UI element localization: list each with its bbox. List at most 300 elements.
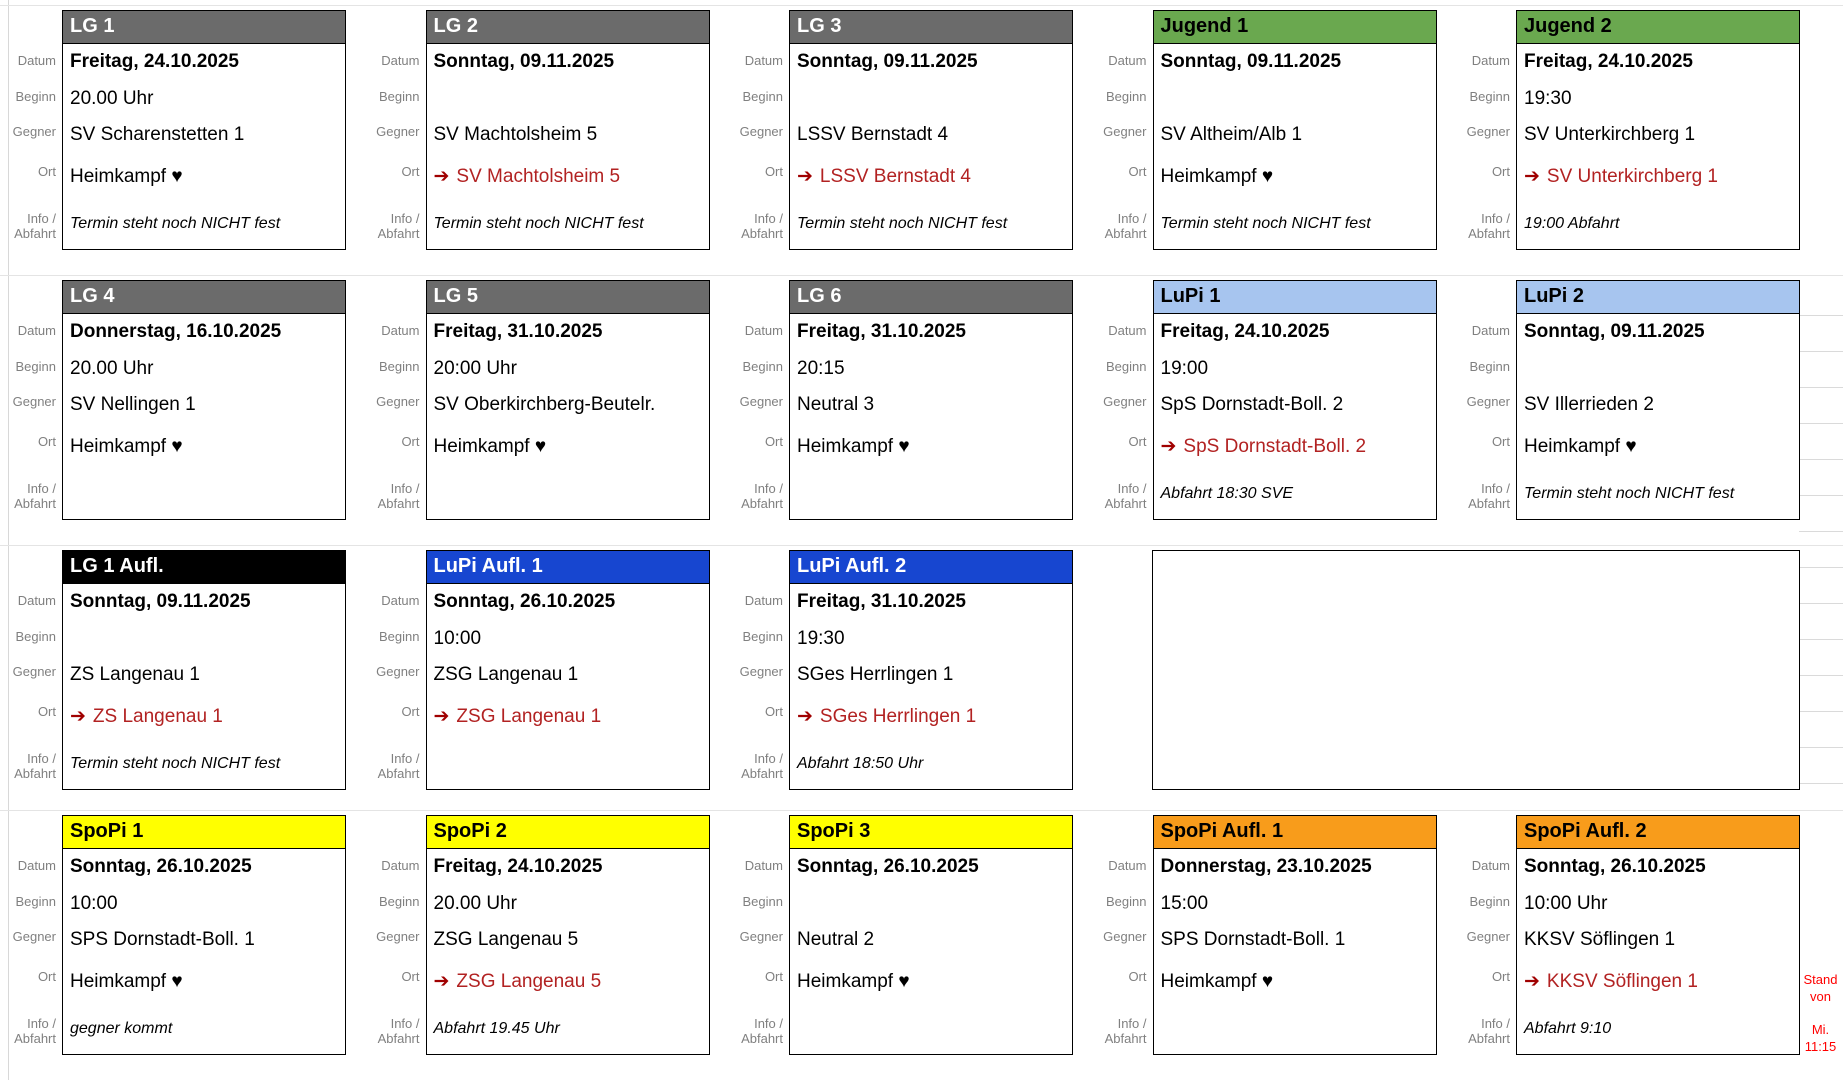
label-info-line2: Abfahrt bbox=[14, 226, 56, 242]
label-info-abfahrt bbox=[368, 734, 426, 790]
card-gegner-value: KKSV Söflingen 1 bbox=[1524, 929, 1676, 951]
card-datum-value: Sonntag, 09.11.2025 bbox=[797, 51, 978, 73]
card-title-text: LuPi Aufl. 1 bbox=[433, 555, 543, 578]
match-card-box bbox=[62, 815, 346, 1055]
row-label-gutter bbox=[731, 10, 789, 250]
label-ort: Ort bbox=[401, 434, 420, 450]
card-ort-value bbox=[790, 424, 1072, 470]
away-arrow-icon: ➔ bbox=[1524, 166, 1540, 188]
card-title bbox=[63, 11, 345, 44]
match-card bbox=[368, 10, 710, 250]
label-info-line2: Abfahrt bbox=[14, 1031, 56, 1047]
label-info-abfahrt bbox=[368, 194, 426, 250]
label-ort: Ort bbox=[37, 969, 56, 985]
label-info-line2: Abfahrt bbox=[1104, 496, 1147, 512]
label-datum: Datum bbox=[381, 53, 420, 69]
card-ort-value bbox=[427, 694, 709, 740]
label-info-abfahrt bbox=[4, 464, 62, 520]
card-beginn-value: 19:00 bbox=[1160, 357, 1209, 379]
card-title bbox=[427, 11, 709, 44]
card-beginn-value: 20:15 bbox=[797, 357, 845, 379]
label-info-line1: Info / bbox=[27, 480, 56, 496]
match-card bbox=[4, 10, 346, 250]
label-info-abfahrt bbox=[4, 194, 62, 250]
card-info-value bbox=[1154, 1004, 1436, 1054]
card-title bbox=[427, 551, 709, 584]
label-info-line1: Info / bbox=[1117, 1015, 1147, 1031]
label-info-line2: Abfahrt bbox=[377, 1031, 420, 1047]
label-info-abfahrt bbox=[368, 464, 426, 520]
card-beginn-value bbox=[427, 80, 709, 117]
match-card bbox=[368, 550, 710, 790]
card-title-text: Jugend 2 bbox=[1524, 15, 1612, 38]
card-ort-value bbox=[63, 424, 345, 470]
card-title-text: LG 5 bbox=[433, 285, 478, 308]
label-beginn: Beginn bbox=[742, 358, 783, 374]
card-title bbox=[63, 551, 345, 584]
card-title bbox=[1154, 281, 1436, 314]
match-card-box bbox=[789, 550, 1073, 790]
card-ort-value bbox=[790, 154, 1072, 200]
card-info-value: Termin steht noch NICHT fest bbox=[70, 215, 281, 233]
card-datum-value: Sonntag, 26.10.2025 bbox=[797, 856, 979, 878]
match-card bbox=[4, 550, 346, 790]
label-ort: Ort bbox=[1491, 969, 1510, 985]
card-title bbox=[427, 281, 709, 314]
card-datum-value: Sonntag, 09.11.2025 bbox=[433, 51, 615, 73]
label-ort: Ort bbox=[1128, 434, 1147, 450]
card-ort-value bbox=[790, 959, 1072, 1005]
card-info-value bbox=[427, 739, 709, 789]
card-gegner-value: LSSV Bernstadt 4 bbox=[797, 124, 949, 146]
label-datum: Datum bbox=[17, 593, 56, 609]
card-ort-value bbox=[1154, 424, 1436, 470]
card-ort-value bbox=[427, 959, 709, 1005]
away-arrow-icon: ➔ bbox=[433, 166, 450, 188]
label-gegner: Gegner bbox=[1103, 124, 1147, 140]
card-beginn-value bbox=[790, 80, 1072, 117]
card-title bbox=[427, 816, 709, 849]
card-ort-text: Heimkampf ♥ bbox=[1160, 970, 1274, 992]
match-card-box bbox=[426, 10, 710, 250]
card-info-value: Termin steht noch NICHT fest bbox=[70, 755, 281, 773]
match-card-box bbox=[1516, 280, 1800, 520]
card-info-value: Termin steht noch NICHT fest bbox=[433, 215, 644, 233]
label-info-line2: Abfahrt bbox=[377, 496, 420, 512]
label-info-line2: Abfahrt bbox=[741, 766, 783, 782]
match-card bbox=[1458, 10, 1800, 250]
card-title-text: LG 6 bbox=[797, 285, 842, 308]
label-ort: Ort bbox=[764, 969, 783, 985]
card-title-text: LG 4 bbox=[70, 285, 115, 308]
row-label-gutter bbox=[731, 550, 789, 790]
label-gegner: Gegner bbox=[376, 124, 420, 140]
label-info-abfahrt bbox=[731, 999, 789, 1055]
label-gegner: Gegner bbox=[12, 124, 56, 140]
label-ort: Ort bbox=[1491, 164, 1510, 180]
row-label-gutter bbox=[4, 10, 62, 250]
card-ort-text: KKSV Söflingen 1 bbox=[1546, 970, 1698, 992]
card-beginn-value: 19:30 bbox=[1524, 87, 1572, 109]
spreadsheet-gridline-horizontal bbox=[0, 545, 1843, 546]
card-datum-value: Sonntag, 26.10.2025 bbox=[70, 856, 252, 878]
label-beginn: Beginn bbox=[379, 893, 420, 909]
card-gegner-value: SV Machtolsheim 5 bbox=[433, 124, 598, 146]
label-info-line1: Info / bbox=[754, 210, 783, 226]
label-info-line2: Abfahrt bbox=[377, 766, 420, 782]
row-label-gutter bbox=[4, 550, 62, 790]
label-ort: Ort bbox=[764, 434, 783, 450]
card-ort-text: ZSG Langenau 1 bbox=[456, 705, 602, 727]
label-info-line1: Info / bbox=[27, 1015, 56, 1031]
stand-note bbox=[1798, 972, 1843, 1056]
row-label-gutter bbox=[368, 280, 426, 520]
label-ort: Ort bbox=[37, 704, 56, 720]
label-datum: Datum bbox=[744, 323, 783, 339]
match-card bbox=[731, 10, 1073, 250]
label-gegner: Gegner bbox=[12, 394, 56, 410]
label-info-line1: Info / bbox=[390, 750, 420, 766]
card-title bbox=[1517, 11, 1799, 44]
card-beginn-value: 10:00 bbox=[433, 627, 482, 649]
card-gegner-value: SpS Dornstadt-Boll. 2 bbox=[1160, 394, 1344, 416]
away-arrow-icon: ➔ bbox=[1160, 436, 1177, 458]
label-beginn: Beginn bbox=[379, 88, 420, 104]
card-info-value: Abfahrt 18:50 Uhr bbox=[797, 755, 924, 773]
card-gegner-value: SPS Dornstadt-Boll. 1 bbox=[1160, 929, 1346, 951]
match-card-box bbox=[789, 815, 1073, 1055]
match-card-box bbox=[1153, 280, 1437, 520]
away-arrow-icon: ➔ bbox=[433, 971, 450, 993]
label-info-line2: Abfahrt bbox=[377, 226, 420, 242]
label-info-abfahrt bbox=[368, 999, 426, 1055]
label-info-abfahrt bbox=[1458, 999, 1516, 1055]
label-gegner: Gegner bbox=[376, 929, 420, 945]
label-info-line2: Abfahrt bbox=[14, 766, 56, 782]
card-datum-value: Freitag, 24.10.2025 bbox=[70, 51, 239, 73]
card-ort-value bbox=[63, 154, 345, 200]
card-beginn-value: 20.00 Uhr bbox=[70, 357, 154, 379]
label-info-abfahrt bbox=[1095, 194, 1153, 250]
card-gegner-value: SGes Herrlingen 1 bbox=[797, 664, 954, 686]
card-datum-value: Freitag, 24.10.2025 bbox=[433, 856, 603, 878]
card-ort-text: Heimkampf ♥ bbox=[797, 970, 910, 992]
label-info-line2: Abfahrt bbox=[14, 496, 56, 512]
away-arrow-icon: ➔ bbox=[1524, 971, 1540, 993]
card-datum-value: Sonntag, 09.11.2025 bbox=[1524, 321, 1705, 343]
away-arrow-icon: ➔ bbox=[70, 706, 86, 728]
match-card-box bbox=[62, 10, 346, 250]
label-datum: Datum bbox=[1108, 323, 1147, 339]
label-info-abfahrt bbox=[731, 464, 789, 520]
label-gegner: Gegner bbox=[1103, 394, 1147, 410]
match-card bbox=[731, 815, 1073, 1055]
card-title-text: LG 1 bbox=[70, 15, 115, 38]
card-datum-value: Sonntag, 26.10.2025 bbox=[1524, 856, 1706, 878]
card-title bbox=[790, 551, 1072, 584]
card-datum-value: Freitag, 31.10.2025 bbox=[797, 321, 966, 343]
label-gegner: Gegner bbox=[739, 124, 783, 140]
card-ort-value bbox=[1517, 424, 1799, 470]
match-card bbox=[1458, 280, 1800, 520]
card-title-text: LuPi 2 bbox=[1524, 285, 1585, 308]
label-info-line2: Abfahrt bbox=[1104, 226, 1147, 242]
label-gegner: Gegner bbox=[739, 394, 783, 410]
label-ort: Ort bbox=[37, 164, 56, 180]
card-info-value: 19:00 Abfahrt bbox=[1524, 215, 1620, 233]
card-info-value: gegner kommt bbox=[70, 1020, 173, 1038]
label-info-line2: Abfahrt bbox=[741, 496, 783, 512]
card-gegner-value: SV Scharenstetten 1 bbox=[70, 124, 245, 146]
label-datum: Datum bbox=[744, 858, 783, 874]
label-info-line1: Info / bbox=[754, 1015, 783, 1031]
card-ort-value bbox=[427, 154, 709, 200]
label-info-line1: Info / bbox=[390, 1015, 420, 1031]
card-info-value bbox=[790, 469, 1072, 519]
row-label-gutter bbox=[368, 815, 426, 1055]
card-beginn-value: 20.00 Uhr bbox=[433, 892, 517, 914]
label-ort: Ort bbox=[401, 704, 420, 720]
card-gegner-value: ZS Langenau 1 bbox=[70, 664, 200, 686]
label-info-line1: Info / bbox=[390, 480, 420, 496]
card-title bbox=[1517, 816, 1799, 849]
card-ort-text: SV Unterkirchberg 1 bbox=[1546, 165, 1718, 187]
label-ort: Ort bbox=[1128, 164, 1147, 180]
label-info-line1: Info / bbox=[754, 750, 783, 766]
card-datum-value: Donnerstag, 16.10.2025 bbox=[70, 321, 282, 343]
card-info-value: Termin steht noch NICHT fest bbox=[1524, 485, 1735, 503]
card-title bbox=[790, 281, 1072, 314]
label-info-abfahrt bbox=[731, 734, 789, 790]
card-gegner-value: SPS Dornstadt-Boll. 1 bbox=[70, 929, 255, 951]
card-datum-value: Freitag, 24.10.2025 bbox=[1160, 321, 1330, 343]
label-datum: Datum bbox=[17, 53, 56, 69]
match-card-box bbox=[1516, 815, 1800, 1055]
card-info-value: Termin steht noch NICHT fest bbox=[797, 215, 1008, 233]
match-card-box bbox=[1153, 815, 1437, 1055]
label-beginn: Beginn bbox=[15, 358, 56, 374]
match-card-box bbox=[426, 815, 710, 1055]
card-ort-text: Heimkampf ♥ bbox=[797, 435, 910, 457]
card-gegner-value: Neutral 2 bbox=[797, 929, 875, 951]
label-info-abfahrt bbox=[4, 999, 62, 1055]
card-beginn-value: 15:00 bbox=[1160, 892, 1209, 914]
label-beginn: Beginn bbox=[742, 893, 783, 909]
match-card bbox=[1095, 10, 1437, 250]
match-card bbox=[368, 280, 710, 520]
match-card bbox=[4, 815, 346, 1055]
row-label-gutter bbox=[368, 550, 426, 790]
card-ort-text: Heimkampf ♥ bbox=[1160, 165, 1274, 187]
card-title-text: SpoPi Aufl. 1 bbox=[1160, 820, 1284, 843]
label-info-line1: Info / bbox=[1481, 210, 1510, 226]
label-beginn: Beginn bbox=[742, 628, 783, 644]
label-datum: Datum bbox=[381, 323, 420, 339]
card-datum-value: Sonntag, 09.11.2025 bbox=[70, 591, 251, 613]
card-ort-text: ZSG Langenau 5 bbox=[456, 970, 602, 992]
spreadsheet-gridline-horizontal bbox=[0, 810, 1843, 811]
card-gegner-value: SV Oberkirchberg-Beutelr. bbox=[433, 394, 656, 416]
card-beginn-value bbox=[1154, 80, 1436, 117]
match-card bbox=[1095, 815, 1437, 1055]
row-label-gutter bbox=[1095, 280, 1153, 520]
card-datum-value: Donnerstag, 23.10.2025 bbox=[1160, 856, 1372, 878]
card-gegner-value: ZSG Langenau 5 bbox=[433, 929, 579, 951]
label-beginn: Beginn bbox=[1469, 88, 1510, 104]
spreadsheet-gridline-ticks bbox=[1799, 280, 1843, 792]
label-info-abfahrt bbox=[731, 194, 789, 250]
card-title-text: SpoPi Aufl. 2 bbox=[1524, 820, 1647, 843]
match-card-box bbox=[62, 550, 346, 790]
label-datum: Datum bbox=[1108, 53, 1147, 69]
card-ort-text: Heimkampf ♥ bbox=[433, 435, 547, 457]
card-gegner-value: Neutral 3 bbox=[797, 394, 875, 416]
card-ort-value bbox=[63, 959, 345, 1005]
label-gegner: Gegner bbox=[1103, 929, 1147, 945]
card-ort-text: ZS Langenau 1 bbox=[92, 705, 223, 727]
label-ort: Ort bbox=[764, 164, 783, 180]
card-ort-text: SGes Herrlingen 1 bbox=[819, 705, 977, 727]
card-datum-value: Freitag, 31.10.2025 bbox=[433, 321, 603, 343]
row-label-gutter bbox=[1458, 10, 1516, 250]
stand-note-text: Stand von bbox=[1803, 972, 1838, 1004]
label-datum: Datum bbox=[1471, 323, 1510, 339]
label-datum: Datum bbox=[381, 858, 420, 874]
label-info-abfahrt bbox=[4, 734, 62, 790]
label-beginn: Beginn bbox=[742, 88, 783, 104]
label-info-line1: Info / bbox=[1481, 480, 1510, 496]
card-title-text: SpoPi 1 bbox=[70, 820, 144, 843]
label-beginn: Beginn bbox=[1469, 893, 1510, 909]
card-datum-value: Sonntag, 09.11.2025 bbox=[1160, 51, 1342, 73]
row-label-gutter bbox=[731, 280, 789, 520]
spreadsheet-gridline-horizontal bbox=[0, 275, 1843, 276]
card-datum-value: Freitag, 31.10.2025 bbox=[797, 591, 966, 613]
card-title bbox=[790, 816, 1072, 849]
label-gegner: Gegner bbox=[1466, 124, 1510, 140]
card-ort-value bbox=[427, 424, 709, 470]
card-title bbox=[790, 11, 1072, 44]
match-card-box bbox=[1153, 10, 1437, 250]
label-info-line2: Abfahrt bbox=[1468, 496, 1510, 512]
card-title-text: Jugend 1 bbox=[1160, 15, 1249, 38]
match-card-box bbox=[426, 550, 710, 790]
label-beginn: Beginn bbox=[15, 88, 56, 104]
row-label-gutter bbox=[368, 10, 426, 250]
label-ort: Ort bbox=[1491, 434, 1510, 450]
label-datum: Datum bbox=[1471, 53, 1510, 69]
card-ort-value bbox=[1154, 959, 1436, 1005]
match-card bbox=[1095, 280, 1437, 520]
card-title-text: SpoPi 2 bbox=[433, 820, 507, 843]
label-gegner: Gegner bbox=[739, 929, 783, 945]
label-datum: Datum bbox=[381, 593, 420, 609]
card-info-value bbox=[427, 469, 709, 519]
card-info-value: Abfahrt 19.45 Uhr bbox=[433, 1020, 560, 1038]
away-arrow-icon: ➔ bbox=[797, 166, 813, 188]
label-info-line1: Info / bbox=[1117, 210, 1147, 226]
label-beginn: Beginn bbox=[1106, 893, 1147, 909]
label-gegner: Gegner bbox=[739, 664, 783, 680]
label-datum: Datum bbox=[1108, 858, 1147, 874]
label-info-abfahrt bbox=[1458, 194, 1516, 250]
label-datum: Datum bbox=[1471, 858, 1510, 874]
card-beginn-value bbox=[63, 620, 345, 657]
card-beginn-value: 20.00 Uhr bbox=[70, 87, 154, 109]
row-label-gutter bbox=[731, 815, 789, 1055]
card-ort-value bbox=[1154, 154, 1436, 200]
card-title bbox=[1154, 816, 1436, 849]
card-datum-value: Freitag, 24.10.2025 bbox=[1524, 51, 1693, 73]
match-card-box bbox=[1516, 10, 1800, 250]
card-ort-text: Heimkampf ♥ bbox=[1524, 435, 1637, 457]
card-beginn-value bbox=[1517, 350, 1799, 387]
label-datum: Datum bbox=[17, 858, 56, 874]
label-gegner: Gegner bbox=[376, 664, 420, 680]
card-ort-text: Heimkampf ♥ bbox=[70, 165, 183, 187]
label-ort: Ort bbox=[764, 704, 783, 720]
card-info-value: Abfahrt 18:30 SVE bbox=[1160, 485, 1294, 503]
stand-note-time: Mi. 11:15 bbox=[1804, 1021, 1837, 1054]
card-ort-text: SV Machtolsheim 5 bbox=[456, 165, 621, 187]
label-gegner: Gegner bbox=[376, 394, 420, 410]
label-info-abfahrt bbox=[1095, 464, 1153, 520]
row-label-gutter bbox=[1095, 815, 1153, 1055]
label-beginn: Beginn bbox=[1106, 358, 1147, 374]
spreadsheet-gridline-horizontal bbox=[0, 5, 1843, 6]
card-gegner-value: SV Unterkirchberg 1 bbox=[1524, 124, 1696, 146]
card-title-text: LuPi 1 bbox=[1160, 285, 1221, 308]
card-gegner-value: SV Altheim/Alb 1 bbox=[1160, 124, 1303, 146]
label-gegner: Gegner bbox=[12, 929, 56, 945]
label-beginn: Beginn bbox=[15, 893, 56, 909]
away-arrow-icon: ➔ bbox=[797, 706, 813, 728]
card-ort-value bbox=[1517, 959, 1799, 1005]
card-ort-text: Heimkampf ♥ bbox=[70, 970, 183, 992]
card-title-text: LG 1 Aufl. bbox=[70, 555, 164, 578]
label-ort: Ort bbox=[37, 434, 56, 450]
label-beginn: Beginn bbox=[15, 628, 56, 644]
card-ort-value bbox=[63, 694, 345, 740]
label-info-line2: Abfahrt bbox=[741, 226, 783, 242]
match-card-box bbox=[789, 280, 1073, 520]
label-info-line2: Abfahrt bbox=[1468, 1031, 1510, 1047]
card-ort-text: SpS Dornstadt-Boll. 2 bbox=[1183, 435, 1367, 457]
label-datum: Datum bbox=[17, 323, 56, 339]
card-title bbox=[63, 816, 345, 849]
label-info-line2: Abfahrt bbox=[1104, 1031, 1147, 1047]
card-title-text: LG 2 bbox=[433, 15, 478, 38]
match-card bbox=[731, 550, 1073, 790]
label-gegner: Gegner bbox=[12, 664, 56, 680]
row-label-gutter bbox=[4, 815, 62, 1055]
card-info-value bbox=[63, 469, 345, 519]
match-card-box bbox=[789, 10, 1073, 250]
card-ort-value bbox=[1517, 154, 1799, 200]
label-info-abfahrt bbox=[1095, 999, 1153, 1055]
label-beginn: Beginn bbox=[1106, 88, 1147, 104]
card-info-value bbox=[790, 1004, 1072, 1054]
card-info-value: Termin steht noch NICHT fest bbox=[1160, 215, 1371, 233]
match-card bbox=[1458, 815, 1800, 1055]
label-gegner: Gegner bbox=[1466, 394, 1510, 410]
match-card bbox=[4, 280, 346, 520]
card-ort-text: LSSV Bernstadt 4 bbox=[819, 165, 971, 187]
card-ort-value bbox=[790, 694, 1072, 740]
row-label-gutter bbox=[4, 280, 62, 520]
card-ort-text: Heimkampf ♥ bbox=[70, 435, 183, 457]
card-gegner-value: SV Nellingen 1 bbox=[70, 394, 196, 416]
